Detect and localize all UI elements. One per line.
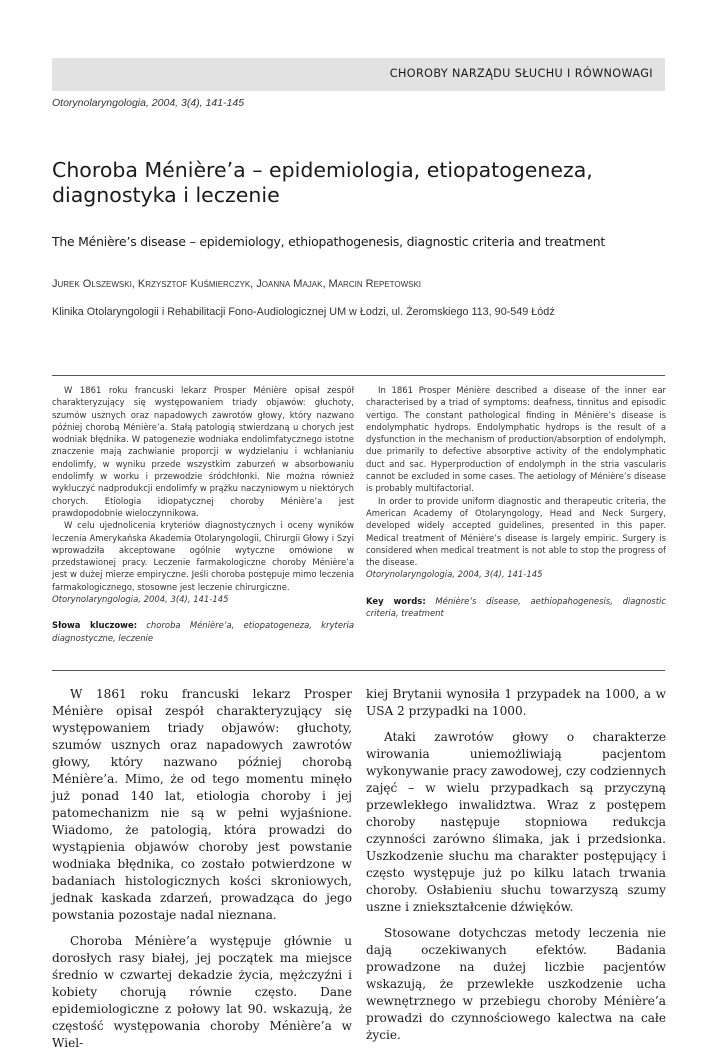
abstract-pl-citation: Otorynolaryngologia, 2004, 3(4), 141-145 [52,594,229,605]
authors: Jurek Olszewski, Krzysztof Kuśmierczyk, Joanna Majak, Marcin Repetowski [52,278,422,290]
abstract-pl-keywords [52,619,354,644]
section-header-bar [52,58,665,91]
body-paragraph: Ataki zawrotów głowy o charakterze wirowania uniemożliwiają pacjentom wykonywanie pracy zawodowej, czy codziennych zajęć – w wielu przypadkach są przyczyną przewlekłego inwalidztwa. Wraz z postępem choroby następuje stopniowa redukcja czynności zarówno ślimaka, jak i przedsionka. Uszkodzenie słuchu ma charakter postępujący i często występuje już po kilku latach trwania choroby. Osłabieniu słuchu towarzyszą szumy uszne i zniekształcenie dźwięków. [366,730,666,914]
body-column-right [366,686,666,1053]
abstract-top-rule [52,375,665,376]
abstract-en-keywords [366,595,666,620]
body-column-left [52,686,352,1061]
abstract-pl-paragraph: W celu ujednolicenia kryteriów diagnostycznych i oceny wyników leczenia Amerykańska Akademia Otolaryngologii, Chirurgii Głowy i Szyi wprowadziła akceptowane ogólnie wytyczne omówione w przedstawionej pracy. Leczenie farmakologiczne choroby Ménière’a jest w dużej mierze empiryczne. Jeśli choroba postępuje mimo leczenia farmakologicznego, stosowne jest leczenie chirurgiczne. [52,520,354,592]
keywords-label: Słowa kluczowe: [52,620,138,631]
abstract-polish [52,384,354,644]
article-title-polish: Choroba Ménière’a – epidemiologia, etiopatogeneza, diagnostyka i leczenie [52,158,593,207]
abstract-en-paragraph: In 1861 Prosper Ménière described a disease of the inner ear characterised by a triad of symptoms: deafness, tinnitus and episodic vertigo. The constant pathological finding in Ménière’s disease is endolymphatic hydrops. Endolymphatic hydrops is the result of a dysfunction in the mechanism of production/absorption of endolymph, due primarily to defective absorptive activity of the endolymphatic duct and sac. Hyperproduction of endolymph in the stria vascularis cannot be excluded in some cases. The aetiology of Ménière’s disease is probably multifactorial. [366,385,666,494]
abstract-en-paragraph: In order to provide uniform diagnostic and therapeutic criteria, the American Academy of Otolaryngology, Head and Neck Surgery, developed widely accepted guidelines, presented in this paper. Medical treatment of Ménière’s disease is largely empiric. Surgery is considered when medical treatment is not able to stop the progress of the disease. [366,495,666,568]
keywords-text: choroba Ménière’a, etiopatogeneza, kryteria diagnostyczne, leczenie [52,620,354,643]
abstract-bottom-rule [52,670,665,671]
body-paragraph: kiej Brytanii wynosiła 1 przypadek na 1000, a w USA 2 przypadki na 1000. [366,687,666,718]
abstract-english [366,384,666,620]
abstract-en-citation: Otorynolaryngologia, 2004, 3(4), 141-145 [366,569,543,580]
abstract-pl-paragraph: W 1861 roku francuski lekarz Prosper Ménière opisał zespół charakteryzujący się występowaniem triady objawów: głuchoty, szumów usznych oraz napadowych zawrotów głowy, który nazwano później chorobą Ménière’a. Stałą patologią stwierdzaną u chorych jest wodniak błędnika. W patogenezie wodniaka endolimfatycznego istotne znaczenie mają zachwianie proporcji w wydzielaniu i wchłanianiu endolimfy, w wyniku przede wszystkim zaburzeń w absorbowaniu endolimfy w worku i przewodzie śródchłonki. Nie można również wykluczyć nadprodukcji endolimfy w prążku naczyniowym u niektórych chorych. Etiologia idiopatycznej choroby Ménière’a jest prawdopodobnie wieloczynnikowa. [52,385,354,518]
keywords-label: Key words: [366,595,426,606]
body-paragraph: Stosowane dotychczas metody leczenia nie dają oczekiwanych efektów. Badania prowadzone na dużej liczbie pacjentów wskazują, że przewlekłe uszkodzenie ucha wewnętrznego w przebiegu choroby Ménière’a prowadzi do czynnościowego kalectwa na całe życie. [366,926,666,1042]
affiliation: Klinika Otolaryngologii i Rehabilitacji Fono-Audiologicznej UM w Łodzi, ul. Żeromskiego 113, 90-549 Łódź [52,306,555,318]
keywords-text: Ménière’s disease, aethiopahogenesis, diagnostic criteria, treatment [366,595,666,619]
section-name: CHOROBY NARZĄDU SŁUCHU I RÓWNOWAGI [389,67,653,80]
body-paragraph: W 1861 roku francuski lekarz Prosper Ménière opisał zespół charakteryzujący się występowaniem triady objawów: głuchoty, szumów usznych oraz napadowych zawrotów głowy, który nazwano później chorobą Ménière’a. Mimo, że od tego momentu minęło już ponad 140 lat, etiologia choroby i jej patomechanizm nie są w pełni wyjaśnione. Wiadomo, że patologią, która prowadzi do wystąpienia objawów choroby jest powstanie wodniaka błędnika, co zostało potwierdzone w badaniach histologicznych kości skroniowych, jednak kaskada zdarzeń, prowadząca do jego powstania pozostaje nadal nieznana. [52,687,352,922]
journal-reference: Otorynolaryngologia, 2004, 3(4), 141-145 [52,97,245,109]
article-title-english: The Ménière’s disease – epidemiology, ethiopathogenesis, diagnostic criteria and treatment [52,234,606,249]
body-paragraph: Choroba Ménière’a występuje głównie u dorosłych rasy białej, jej początek ma miejsce średnio w czwartej dekadzie życia, mężczyźni i kobiety chorują równie często. Dane epidemiologiczne z połowy lat 90. wskazują, że częstość występowania choroby Ménière’a w Wiel- [52,934,352,1050]
